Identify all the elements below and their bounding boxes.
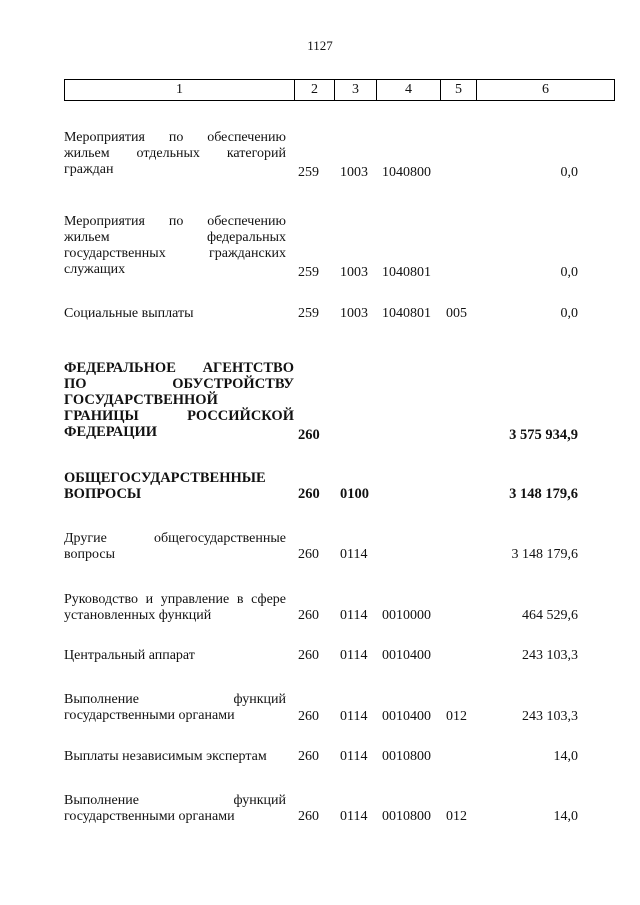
row-name: Социальные выплаты [64, 306, 194, 321]
row-amount: 3 148 179,6 [511, 547, 578, 562]
row-name: Центральный аппарат [64, 648, 195, 663]
column-header-5: 5 [441, 80, 477, 101]
row-name: ФЕДЕРАЛЬНОЕ АГЕНТСТВО ПО ОБУСТРОЙСТВУ ГОСУДАРСТВЕННОЙ ГРАНИЦЫ РОССИЙСКОЙ ФЕДЕРАЦИИ [64, 360, 294, 440]
row-target-code: 1040801 [382, 265, 431, 280]
row-amount: 243 103,3 [522, 648, 578, 663]
row-amount: 3 148 179,6 [509, 486, 578, 502]
row-admin-code: 260 [298, 547, 319, 562]
row-target-code: 0010800 [382, 809, 431, 824]
page-number: 1127 [307, 38, 333, 53]
column-header-table [64, 79, 615, 101]
row-section-code: 0114 [340, 709, 368, 724]
row-admin-code: 260 [298, 709, 319, 724]
row-name: Мероприятия по обеспечению жильем отдельных категорий граждан [64, 130, 286, 177]
row-admin-code: 260 [298, 648, 319, 663]
row-name: ОБЩЕГОСУДАРСТВЕННЫЕ ВОПРОСЫ [64, 470, 266, 502]
row-name: Мероприятия по обеспечению жильем федеральных государственных гражданских служащих [64, 214, 286, 277]
row-target-code: 0010400 [382, 709, 431, 724]
row-section-code: 0114 [340, 648, 368, 663]
row-amount: 0,0 [560, 265, 578, 280]
column-header-row [65, 80, 615, 101]
column-header-1: 1 [65, 80, 295, 101]
row-admin-code: 260 [298, 749, 319, 764]
row-target-code: 0010400 [382, 648, 431, 663]
row-admin-code: 260 [298, 809, 319, 824]
row-amount: 0,0 [560, 306, 578, 321]
row-target-code: 1040801 [382, 306, 431, 321]
row-admin-code: 259 [298, 165, 319, 180]
row-name: Выполнение функций государственными органами [64, 692, 286, 723]
row-section-code: 0100 [340, 486, 369, 502]
row-expense-code: 005 [446, 306, 467, 321]
column-header-3: 3 [335, 80, 377, 101]
row-name: Выполнение функций государственными органами [64, 793, 286, 824]
column-header-4: 4 [377, 80, 441, 101]
column-header-6: 6 [477, 80, 615, 101]
row-admin-code: 259 [298, 306, 319, 321]
row-section-code: 0114 [340, 809, 368, 824]
row-amount: 14,0 [553, 809, 578, 824]
row-name: Руководство и управление в сфере установленных функций [64, 592, 286, 623]
row-name: Выплаты независимым экспертам [64, 749, 267, 764]
row-section-code: 1003 [340, 165, 368, 180]
column-header-2: 2 [295, 80, 335, 101]
row-target-code: 0010000 [382, 608, 431, 623]
row-admin-code: 260 [298, 608, 319, 623]
row-admin-code: 259 [298, 265, 319, 280]
row-section-code: 1003 [340, 265, 368, 280]
row-expense-code: 012 [446, 709, 467, 724]
row-section-code: 0114 [340, 547, 368, 562]
row-amount: 464 529,6 [522, 608, 578, 623]
row-section-code: 0114 [340, 608, 368, 623]
row-section-code: 0114 [340, 749, 368, 764]
row-amount: 14,0 [553, 749, 578, 764]
row-amount: 243 103,3 [522, 709, 578, 724]
row-target-code: 0010800 [382, 749, 431, 764]
row-expense-code: 012 [446, 809, 467, 824]
row-section-code: 1003 [340, 306, 368, 321]
row-amount: 3 575 934,9 [509, 427, 578, 443]
row-admin-code: 260 [298, 427, 320, 443]
row-target-code: 1040800 [382, 165, 431, 180]
row-name: Другие общегосударственные вопросы [64, 531, 286, 562]
row-admin-code: 260 [298, 486, 320, 502]
row-amount: 0,0 [560, 165, 578, 180]
